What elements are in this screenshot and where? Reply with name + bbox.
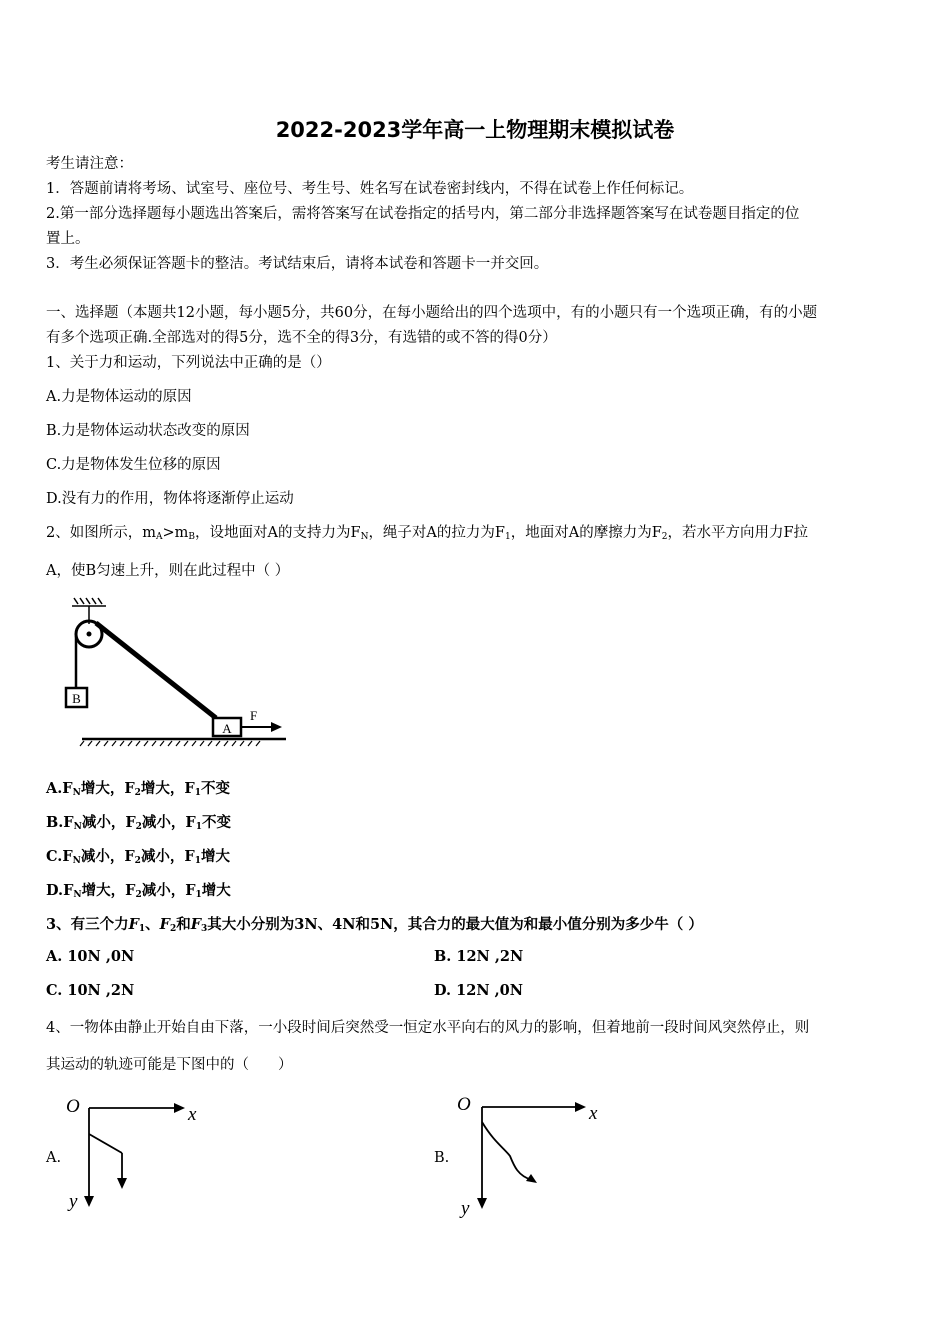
q2-stem-line-2: A，使B匀速上升，则在此过程中（ ） <box>46 563 290 579</box>
q1-stem: 1、关于力和运动，下列说法中正确的是（） <box>46 355 331 371</box>
q1-option-a: A.力是物体运动的原因 <box>46 389 192 405</box>
rope-slanted <box>96 623 216 718</box>
q4-option-a-label: A. <box>46 1150 62 1166</box>
notice-item-2: 2.第一部分选择题每小题选出答案后，需将答案写在试卷指定的括号内，第二部分非选择题答案写在试卷题目指定的位 <box>46 206 800 222</box>
y-axis-arrowhead <box>84 1196 94 1207</box>
q3-option-b: B. 12N ,2N <box>434 948 524 965</box>
y-axis-label: y <box>461 1198 470 1219</box>
trajectory-path <box>482 1122 532 1180</box>
x-axis-label: x <box>589 1103 598 1124</box>
q3-option-d: D. 12N ,0N <box>434 982 524 999</box>
trajectory-path <box>89 1134 122 1153</box>
q4-stem-line-1: 4、一物体由静止开始自由下落，一小段时间后突然受一恒定水平向右的风力的影响，但着地前一段时间风突然停止，则 <box>46 1020 810 1036</box>
pulley-axle <box>87 632 92 637</box>
q3-option-a: A. 10N ,0N <box>46 948 135 965</box>
page-title: 2022-2023学年高一上物理期末模拟试卷 <box>275 118 675 142</box>
y-axis-arrowhead <box>477 1198 487 1209</box>
x-axis-label: x <box>188 1104 197 1125</box>
q3-option-c: C. 10N ,2N <box>46 982 135 999</box>
q3-stem: 3、有三个力$F_1$、$F_2$和$F_3$其大小分别为3N、4N和5N，其合力的最大值为和最小值分别为多少牛（ ） <box>46 916 703 934</box>
q2-option-a: $A.F_N$增大，$F_2$增大，$F_1$不变 <box>46 780 230 798</box>
y-axis-label: y <box>69 1191 78 1212</box>
force-arrow-head <box>271 722 282 732</box>
pulley-diagram <box>60 594 300 754</box>
q1-option-d: D.没有力的作用，物体将逐渐停止运动 <box>46 491 294 507</box>
q1-option-b: B.力是物体运动状态改变的原因 <box>46 423 250 439</box>
q2-option-c: $C.F_N$减小，$F_2$减小，$F_1$增大 <box>46 848 230 866</box>
x-axis-arrowhead <box>575 1102 586 1112</box>
q4-option-b-label: B. <box>434 1150 450 1166</box>
notice-heading: 考生请注意： <box>46 156 133 172</box>
block-a-label: A <box>222 721 232 736</box>
ground-hatch <box>80 741 260 746</box>
q1-option-c: C.力是物体发生位移的原因 <box>46 457 221 473</box>
q2-option-d: $D.F_N$增大，$F_2$减小，$F_1$增大 <box>46 882 231 900</box>
force-label: F <box>250 708 258 723</box>
notice-item-1: 1．答题前请将考场、试室号、座位号、考生号、姓名写在试卷密封线内，不得在试卷上作任何标记。 <box>46 181 694 197</box>
notice-item-3: 3．考生必须保证答题卡的整洁。考试结束后，请将本试卷和答题卡一并交回。 <box>46 256 549 272</box>
trajectory-arrowhead <box>117 1178 127 1189</box>
x-axis-arrowhead <box>174 1103 185 1113</box>
q2-stem: 2、如图所示，$m_A>m_B$，设地面对A的支持力为$F_N$，绳子对A的拉力为$F_1$，地面对A的摩擦力为$F_2$，若水平方向用力F拉 <box>46 525 809 542</box>
q4-stem-line-2: 其运动的轨迹可能是下图中的（ ） <box>46 1057 293 1073</box>
trajectory-graph-a <box>60 1092 210 1217</box>
section-intro-line-2: 有多个选项正确.全部选对的得5分，选不全的得3分，有选错的或不答的得0分） <box>46 330 557 346</box>
origin-label: O <box>66 1096 80 1117</box>
trajectory-graph-b <box>452 1090 612 1220</box>
block-b-label: B <box>72 691 81 706</box>
section-intro-line-1: 一、选择题（本题共12小题，每小题5分，共60分，在每小题给出的四个选项中，有的小题只有一个选项正确，有的小题 <box>46 305 818 321</box>
q2-option-b: $B.F_N$减小，$F_2$减小，$F_1$不变 <box>46 814 231 832</box>
notice-item-2-cont: 置上。 <box>46 231 90 247</box>
origin-label: O <box>457 1094 471 1115</box>
